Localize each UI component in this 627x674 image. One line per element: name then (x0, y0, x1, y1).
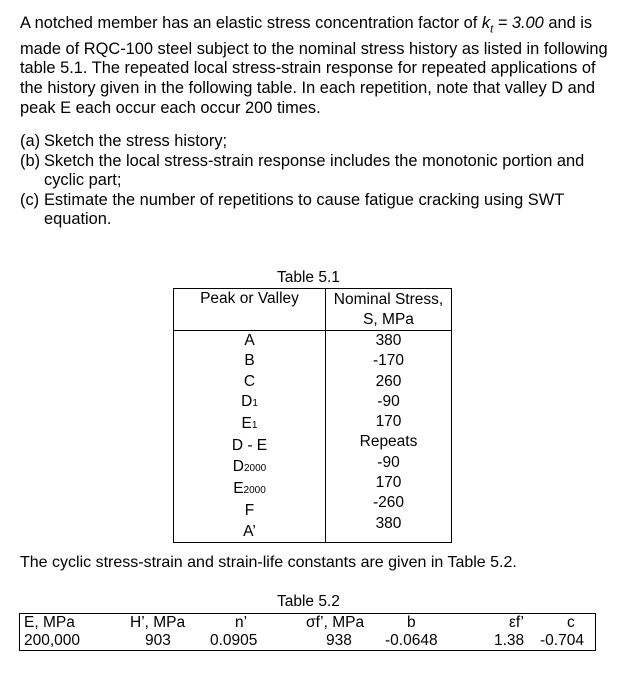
header-col2-text: Nominal Stress, S, MPa (333, 291, 444, 328)
table-5-1 (173, 288, 452, 543)
peak-valley-cell (174, 479, 325, 501)
kt-value: = 3.00 (493, 14, 544, 32)
peak-valley-cell (174, 392, 325, 414)
peak-valley-cell (174, 501, 325, 521)
question-label: (c) (20, 190, 40, 209)
intro-text: A notched member has an elastic stress concentration factor of (20, 14, 482, 32)
kt-symbol: k (481, 14, 491, 32)
question-list (20, 132, 612, 230)
stress-cell: -260 (372, 494, 405, 512)
question-label: (b) (20, 151, 41, 170)
peak-valley-cell (174, 522, 325, 542)
value-sigma-f: 938 (326, 632, 352, 649)
question-b (20, 152, 612, 191)
header-col1-text: Peak or Valley (200, 290, 299, 307)
question-a (20, 132, 612, 152)
value-c: -0.704 (540, 632, 584, 649)
point-label: D (241, 392, 253, 410)
table-5-2 (19, 613, 596, 651)
table-body-row (174, 331, 452, 543)
question-text: Estimate the number of repetitions to cause fatigue cracking using SWT equation. (44, 190, 564, 229)
stress-list (326, 331, 451, 534)
table-5-1-caption: Table 5.1 (277, 269, 340, 286)
value-h-prime: 903 (145, 632, 171, 649)
intro-text-cont: and is made of RQC-100 steel subject to the nominal stress history as listed in following table 5.1. The repeated local stress-strain response for repeated applications of the history given in the following table. In each repetition, note that valley D and peak E each occur each occur 200 times. (20, 14, 608, 117)
header-sigma-f: σf’, MPa (306, 614, 365, 631)
header-h-prime: H’, MPa (130, 614, 186, 631)
header-c: c (567, 614, 575, 631)
question-text: Sketch the local stress-strain response includes the monotonic portion and cyclic part; (44, 151, 585, 190)
header-eps-f: εf’ (509, 614, 524, 631)
point-label: C (243, 372, 256, 390)
peak-valley-cell (174, 351, 325, 371)
header-b: b (407, 614, 416, 631)
stress-cell: 380 (375, 332, 402, 349)
point-label: E (241, 415, 252, 433)
value-n-prime: 0.0905 (210, 632, 258, 649)
question-label: (a) (20, 132, 41, 150)
problem-statement (20, 14, 612, 118)
peak-valley-cell (174, 372, 325, 392)
peak-valley-cell (174, 457, 325, 479)
stress-cell: -90 (377, 392, 400, 410)
stress-cell: 260 (375, 372, 402, 390)
point-label: D (232, 457, 244, 475)
kt-subscript: t (490, 23, 494, 36)
table-5-2-caption: Table 5.2 (277, 593, 340, 610)
stress-cell: -90 (377, 453, 400, 471)
peak-valley-cell (174, 436, 325, 456)
points-column (174, 331, 326, 543)
stress-cell: Repeats (359, 433, 418, 451)
value-b: -0.0648 (385, 632, 438, 649)
question-c (20, 191, 612, 230)
point-subscript: 2000 (243, 462, 267, 474)
peak-valley-cell (174, 331, 325, 351)
header-nominal-stress (326, 289, 452, 331)
table-header-row (174, 289, 452, 331)
stress-column (326, 331, 452, 543)
header-n-prime: n’ (235, 614, 248, 631)
point-label: B (244, 352, 255, 370)
header-peak-valley (174, 289, 326, 331)
point-subscript: 1 (252, 397, 258, 409)
stress-cell: 380 (375, 514, 402, 532)
point-label: F (244, 502, 255, 520)
stress-cell: 170 (375, 474, 402, 492)
value-e: 200,000 (24, 632, 81, 649)
constants-note: The cyclic stress-strain and strain-life constants are given in Table 5.2. (20, 554, 517, 571)
point-label: A (244, 332, 255, 349)
stress-cell: 170 (375, 413, 402, 431)
point-label: A’ (243, 522, 256, 540)
point-label: E (233, 480, 244, 498)
point-label: D - E (231, 437, 268, 455)
header-e: E, MPa (24, 614, 75, 631)
point-subscript: 1 (251, 420, 258, 432)
peak-valley-cell (174, 414, 325, 436)
stress-cell: -170 (372, 352, 405, 370)
point-subscript: 2000 (243, 485, 266, 497)
points-list (174, 331, 325, 542)
value-eps-f: 1.38 (494, 632, 525, 649)
question-text: Sketch the stress history; (44, 132, 228, 150)
